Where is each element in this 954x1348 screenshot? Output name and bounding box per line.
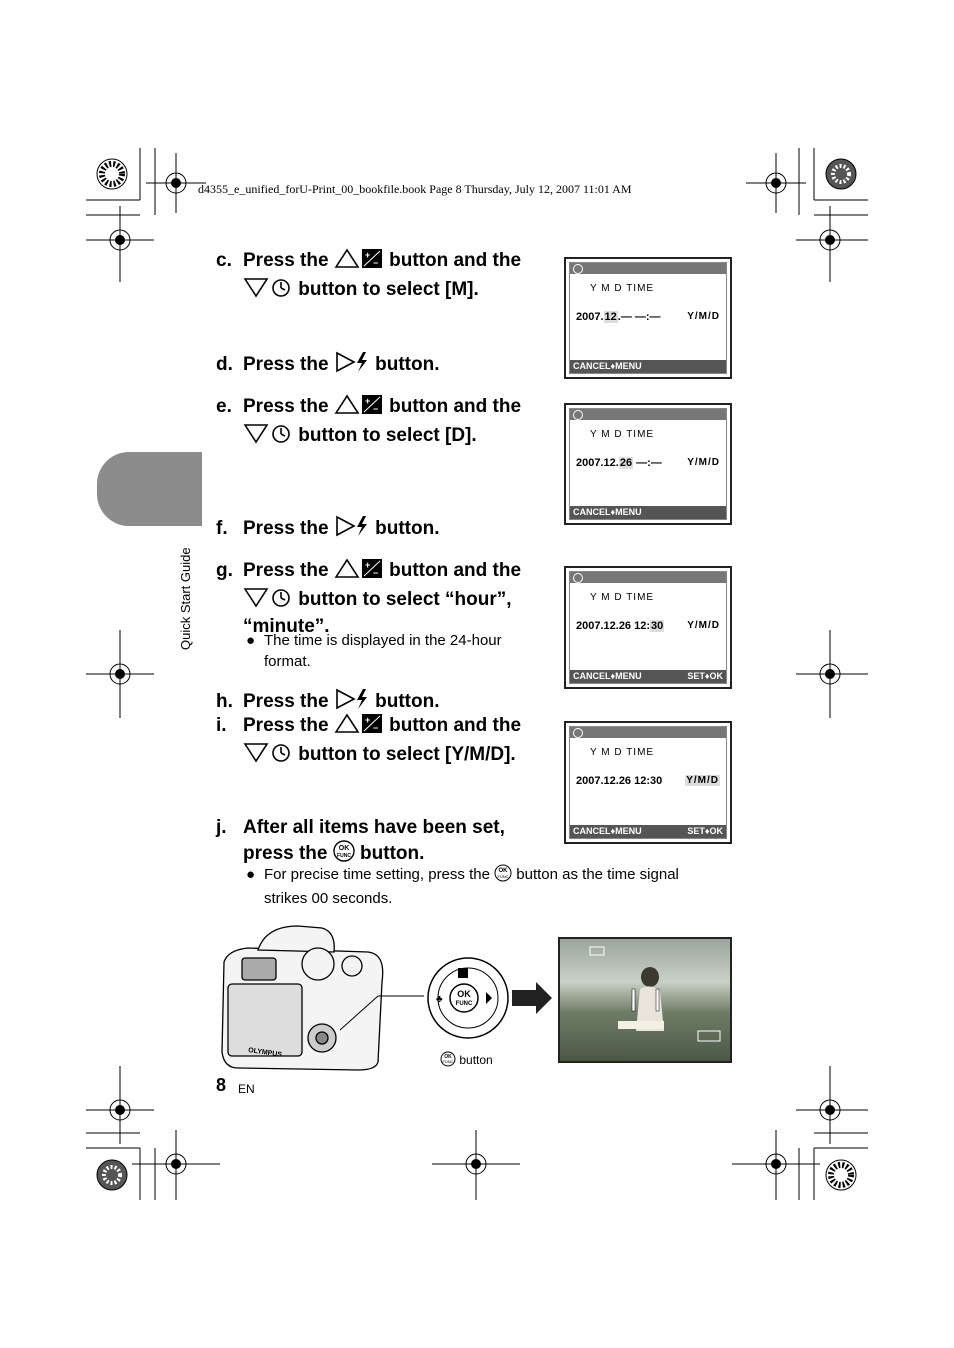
lcd-selected: 30 — [651, 620, 664, 632]
step-text: After all items have been set, — [243, 817, 505, 838]
girl-reading-image — [560, 939, 730, 1061]
step-letter: g. — [216, 560, 233, 581]
lcd-date: 2007. — [576, 311, 604, 323]
bullet-text: strikes 00 seconds. — [264, 890, 393, 907]
lcd-date: 2007.12. — [576, 457, 619, 469]
step-text: Press the — [243, 560, 329, 581]
clock-icon — [573, 410, 583, 420]
lcd-cancel: CANCEL♦MENU — [573, 507, 642, 517]
svg-text:♣: ♣ — [436, 994, 443, 1005]
bullet-text: The time is displayed in the 24-hour — [264, 632, 502, 649]
svg-text:−: − — [372, 568, 379, 578]
lcd-rest: .— —:— — [617, 311, 661, 323]
step-c — [216, 247, 521, 305]
lcd-format: Y/M/D — [687, 311, 720, 322]
step-e — [216, 393, 521, 451]
up-exposure-icon — [334, 557, 384, 586]
lcd-value — [576, 775, 662, 787]
lcd-value — [576, 457, 662, 469]
svg-text:−: − — [372, 258, 379, 268]
step-letter: d. — [216, 354, 233, 375]
lcd-titlebar — [570, 263, 726, 274]
down-selftimer-icon — [243, 741, 293, 770]
svg-text:+: + — [364, 250, 371, 260]
svg-text:−: − — [372, 723, 379, 733]
svg-text:FUNC: FUNC — [497, 874, 509, 879]
lcd-format: Y/M/D — [687, 620, 720, 631]
step-text: button and the — [389, 250, 522, 271]
bullet-text: For precise time setting, press the — [264, 866, 490, 883]
step-text: button and the — [389, 560, 522, 581]
photo-preview — [558, 937, 732, 1063]
side-tab — [97, 452, 202, 526]
up-exposure-icon — [334, 712, 384, 741]
step-text: button to select [Y/M/D]. — [298, 744, 516, 765]
lcd-date: 2007.12.26 12:30 — [576, 775, 663, 787]
step-text: button. — [375, 518, 440, 539]
lcd-bottom-bar — [570, 825, 726, 838]
lcd-screen-day — [564, 403, 732, 525]
step-text: button. — [375, 354, 440, 375]
lcd-header: Y M D TIME — [590, 429, 655, 440]
lcd-screen-month — [564, 257, 732, 379]
svg-text:+: + — [364, 560, 371, 570]
lcd-screen-format — [564, 721, 732, 844]
step-letter: e. — [216, 396, 232, 417]
step-j — [216, 816, 505, 869]
up-exposure-icon — [334, 247, 384, 276]
lcd-header: Y M D TIME — [590, 747, 655, 758]
lcd-selected: 26 — [619, 457, 633, 469]
step-text: Press the — [243, 691, 329, 712]
step-i — [216, 712, 521, 770]
ok-func-icon — [494, 864, 512, 888]
svg-text:OK: OK — [457, 989, 471, 999]
step-text: button to select [M]. — [298, 279, 479, 300]
lcd-cancel: CANCEL♦MENU — [573, 826, 642, 836]
lcd-date: 2007.12.26 12: — [576, 620, 651, 632]
svg-text:FUNC: FUNC — [336, 853, 351, 859]
lcd-set: SET♦OK — [687, 826, 723, 836]
lcd-titlebar — [570, 409, 726, 420]
lcd-titlebar — [570, 727, 726, 738]
step-text: Press the — [243, 518, 329, 539]
bullet-dot: ● — [246, 866, 256, 883]
step-letter: j. — [216, 817, 227, 838]
step-letter: c. — [216, 250, 232, 271]
svg-text:OK: OK — [498, 868, 508, 874]
lcd-set: SET♦OK — [687, 671, 723, 681]
step-text: Press the — [243, 715, 329, 736]
ok-button-caption — [440, 1051, 493, 1070]
lcd-rest: —:— — [633, 457, 662, 469]
lcd-bottom-bar — [570, 506, 726, 519]
lcd-cancel: CANCEL♦MENU — [573, 671, 642, 681]
up-exposure-icon — [334, 393, 384, 422]
step-text: button and the — [389, 715, 522, 736]
bullet-text: format. — [264, 653, 311, 670]
page-language: EN — [238, 1082, 255, 1096]
svg-text:OLYMPUS: OLYMPUS — [247, 1047, 283, 1059]
clock-icon — [573, 728, 583, 738]
svg-text:FUNC: FUNC — [442, 1059, 454, 1064]
svg-text:OK: OK — [444, 1054, 452, 1060]
lcd-bottom-bar — [570, 360, 726, 373]
bullet-j — [246, 864, 679, 909]
step-text: Press the — [243, 354, 329, 375]
step-letter: i. — [216, 715, 227, 736]
lcd-titlebar — [570, 572, 726, 583]
lcd-header: Y M D TIME — [590, 283, 655, 294]
lcd-inner — [569, 408, 727, 520]
lcd-selected: 12 — [604, 311, 617, 323]
step-text: “minute”. — [243, 616, 330, 637]
step-f — [216, 515, 439, 544]
right-flash-icon — [334, 515, 370, 544]
down-selftimer-icon — [243, 586, 293, 615]
svg-text:OK: OK — [338, 845, 350, 852]
step-text: press the — [243, 843, 328, 864]
step-text: button to select [D]. — [298, 425, 477, 446]
arrow-pad-diagram — [420, 956, 516, 1044]
lcd-inner — [569, 571, 727, 684]
step-g — [216, 557, 521, 639]
lcd-inner — [569, 262, 727, 374]
svg-text:+: + — [364, 396, 371, 406]
lcd-format: Y/M/D — [686, 775, 719, 786]
clock-icon — [573, 264, 583, 274]
step-text: button. — [360, 843, 425, 864]
step-d — [216, 351, 439, 380]
step-text: Press the — [243, 250, 329, 271]
bullet-dot: ● — [246, 632, 256, 649]
lcd-cancel: CANCEL♦MENU — [573, 361, 642, 371]
file-header: d4355_e_unified_forU-Print_00_bookfile.book Page 8 Thursday, July 12, 2007 11:01 AM — [198, 182, 632, 196]
step-text: button and the — [389, 396, 522, 417]
down-selftimer-icon — [243, 422, 293, 451]
clock-icon — [573, 573, 583, 583]
down-selftimer-icon — [243, 276, 293, 305]
svg-text:FUNC: FUNC — [455, 1001, 473, 1007]
step-text: button. — [375, 691, 440, 712]
svg-text:−: − — [372, 404, 379, 414]
bullet-g — [246, 630, 502, 672]
side-label: Quick Start Guide — [178, 547, 193, 650]
step-letter: h. — [216, 691, 233, 712]
svg-text:+: + — [364, 715, 371, 725]
lcd-value — [576, 620, 664, 632]
ok-func-icon — [440, 1051, 456, 1070]
step-text: button to select “hour”, — [298, 589, 512, 610]
caption-text: button — [459, 1053, 493, 1067]
step-letter: f. — [216, 518, 228, 539]
lcd-header: Y M D TIME — [590, 592, 655, 603]
lcd-format: Y/M/D — [687, 457, 720, 468]
page-number: 8 — [216, 1075, 227, 1095]
step-text: Press the — [243, 396, 329, 417]
bullet-text: button as the time signal — [516, 866, 679, 883]
lcd-bottom-bar — [570, 670, 726, 683]
lcd-screen-time — [564, 566, 732, 689]
right-flash-icon — [334, 351, 370, 380]
lcd-inner — [569, 726, 727, 839]
lcd-value — [576, 311, 661, 323]
